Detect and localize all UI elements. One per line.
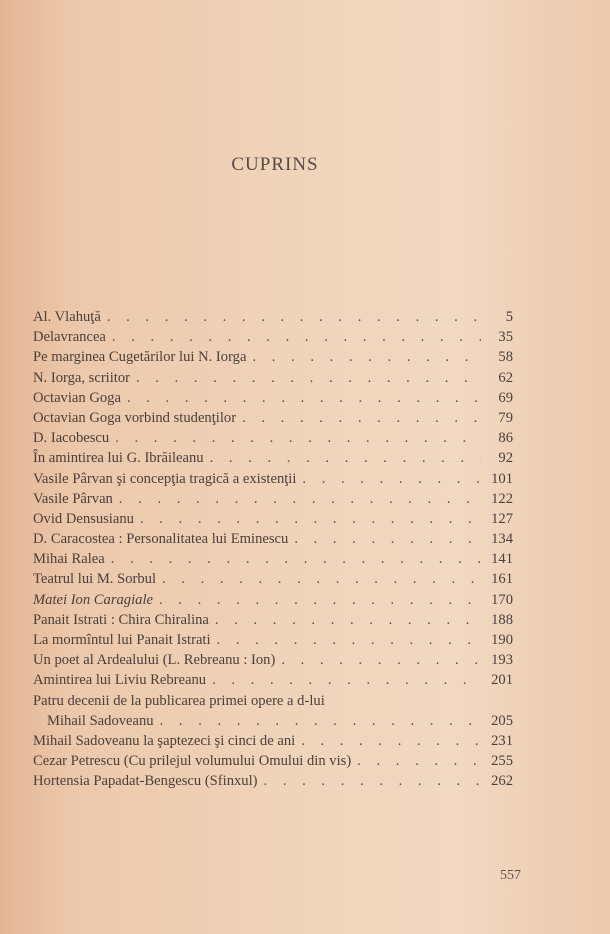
toc-entry-title: Mihail Sadoveanu bbox=[47, 712, 154, 729]
toc-entry-title: Ovid Densusianu bbox=[33, 510, 134, 527]
toc-entry bbox=[33, 632, 513, 652]
toc-entry-title: Teatrul lui M. Sorbul bbox=[33, 571, 157, 588]
toc-entry bbox=[33, 430, 513, 450]
toc-entry-title: Patru decenii de la publicarea primei opere a d-lui bbox=[33, 692, 325, 709]
toc-entry bbox=[33, 551, 513, 571]
toc-entry-page: 69 bbox=[498, 389, 513, 406]
toc-entry bbox=[33, 390, 513, 410]
toc-entry-title: Al. Vlahuţă bbox=[33, 309, 101, 325]
toc-entry-page: 161 bbox=[491, 571, 513, 588]
toc-entry-title: La mormîntul lui Panait Istrati bbox=[33, 632, 211, 648]
dot-leader bbox=[210, 450, 481, 467]
dot-leader bbox=[281, 652, 481, 669]
toc-entry bbox=[33, 753, 513, 773]
toc-entry-page: 35 bbox=[498, 329, 513, 346]
toc-entry-title: Mihail Sadoveanu la şaptezeci şi cinci de ani bbox=[33, 732, 296, 749]
toc-entry-title: Mihai Ralea bbox=[33, 551, 105, 568]
dot-leader bbox=[159, 592, 481, 609]
page-title: CUPRINS bbox=[231, 154, 319, 175]
toc-entry bbox=[33, 672, 513, 692]
toc-entry-page: 188 bbox=[491, 611, 513, 628]
toc-entry-title: Cezar Petrescu (Cu prilejul volumului Omului din vis) bbox=[33, 753, 352, 770]
dot-leader bbox=[215, 612, 481, 629]
toc-entry-title: Octavian Goga bbox=[33, 389, 121, 406]
table-of-contents bbox=[33, 309, 513, 794]
dot-leader bbox=[301, 733, 481, 750]
toc-entry-title: D. Caracostea : Personalitatea lui Eminescu bbox=[33, 531, 289, 548]
dot-leader bbox=[111, 551, 481, 568]
toc-entry bbox=[33, 531, 513, 551]
toc-entry bbox=[33, 733, 513, 753]
dot-leader bbox=[112, 329, 481, 346]
toc-entry bbox=[33, 410, 513, 430]
dot-leader bbox=[162, 571, 481, 588]
dot-leader bbox=[212, 672, 481, 689]
toc-entry-page: 58 bbox=[498, 349, 513, 366]
toc-entry-title: N. Iorga, scriitor bbox=[33, 369, 130, 386]
toc-entry-title: Vasile Pârvan şi concepţia tragică a existenţii bbox=[33, 470, 297, 487]
toc-entry-page: 134 bbox=[491, 531, 513, 548]
dot-leader bbox=[136, 370, 481, 387]
toc-entry-page: 231 bbox=[491, 732, 513, 749]
toc-entry bbox=[33, 612, 513, 632]
toc-entry bbox=[33, 349, 513, 369]
toc-entry-page: 201 bbox=[491, 672, 513, 689]
toc-entry bbox=[33, 773, 513, 793]
toc-entry-title: Octavian Goga vorbind studenţilor bbox=[33, 409, 237, 426]
toc-entry-title: Matei Ion Caragiale bbox=[33, 591, 153, 608]
toc-entry-page: 255 bbox=[491, 753, 513, 770]
toc-entry bbox=[33, 571, 513, 591]
dot-leader bbox=[119, 491, 481, 508]
toc-entry-title: Vasile Pârvan bbox=[33, 490, 113, 507]
toc-entry bbox=[33, 329, 513, 349]
toc-entry-title: Panait Istrati : Chira Chiralina bbox=[33, 611, 209, 628]
toc-entry-page: 127 bbox=[491, 510, 513, 527]
toc-entry bbox=[33, 471, 513, 491]
toc-entry bbox=[33, 491, 513, 511]
dot-leader bbox=[115, 430, 481, 447]
toc-entry bbox=[33, 309, 513, 329]
toc-entry bbox=[33, 713, 513, 733]
toc-entry-page: 262 bbox=[491, 773, 513, 790]
toc-entry-page: 122 bbox=[491, 490, 513, 507]
dot-leader bbox=[127, 390, 481, 407]
toc-entry-page: 5 bbox=[505, 309, 513, 325]
toc-entry-page: 190 bbox=[491, 632, 513, 648]
dot-leader bbox=[140, 511, 481, 528]
toc-entry-page: 141 bbox=[491, 551, 513, 568]
toc-entry-page: 79 bbox=[498, 409, 513, 426]
toc-entry-page: 205 bbox=[491, 712, 513, 729]
toc-entry-title: Un poet al Ardealului (L. Rebreanu : Ion) bbox=[33, 652, 276, 669]
toc-entry-title: În amintirea lui G. Ibrăileanu bbox=[33, 450, 204, 467]
toc-entry-page: 193 bbox=[491, 652, 513, 669]
toc-entry-page: 86 bbox=[498, 430, 513, 447]
toc-entry bbox=[33, 652, 513, 672]
toc-entry-title: Amintirea lui Liviu Rebreanu bbox=[33, 672, 207, 689]
dot-leader bbox=[264, 773, 481, 790]
dot-leader bbox=[160, 713, 481, 730]
toc-entry-title: D. Iacobescu bbox=[33, 430, 110, 447]
dot-leader bbox=[302, 471, 481, 488]
toc-entry bbox=[33, 370, 513, 390]
toc-entry-page: 92 bbox=[498, 450, 513, 467]
dot-leader bbox=[217, 632, 481, 649]
toc-entry bbox=[33, 511, 513, 531]
toc-entry-page: 62 bbox=[498, 369, 513, 386]
dot-leader bbox=[294, 531, 481, 548]
dot-leader bbox=[357, 753, 481, 770]
page-number: 557 bbox=[500, 868, 521, 883]
toc-entry-page: 170 bbox=[491, 591, 513, 608]
dot-leader bbox=[252, 349, 481, 366]
toc-entry-title: Pe marginea Cugetărilor lui N. Iorga bbox=[33, 349, 247, 366]
toc-entry bbox=[33, 592, 513, 612]
toc-entry-page: 101 bbox=[491, 470, 513, 487]
toc-entry bbox=[33, 450, 513, 470]
toc-entry bbox=[33, 693, 513, 713]
dot-leader bbox=[242, 410, 481, 427]
toc-entry-title: Hortensia Papadat-Bengescu (Sfinxul) bbox=[33, 773, 258, 790]
toc-entry-title: Delavrancea bbox=[33, 329, 106, 346]
dot-leader bbox=[107, 309, 481, 326]
